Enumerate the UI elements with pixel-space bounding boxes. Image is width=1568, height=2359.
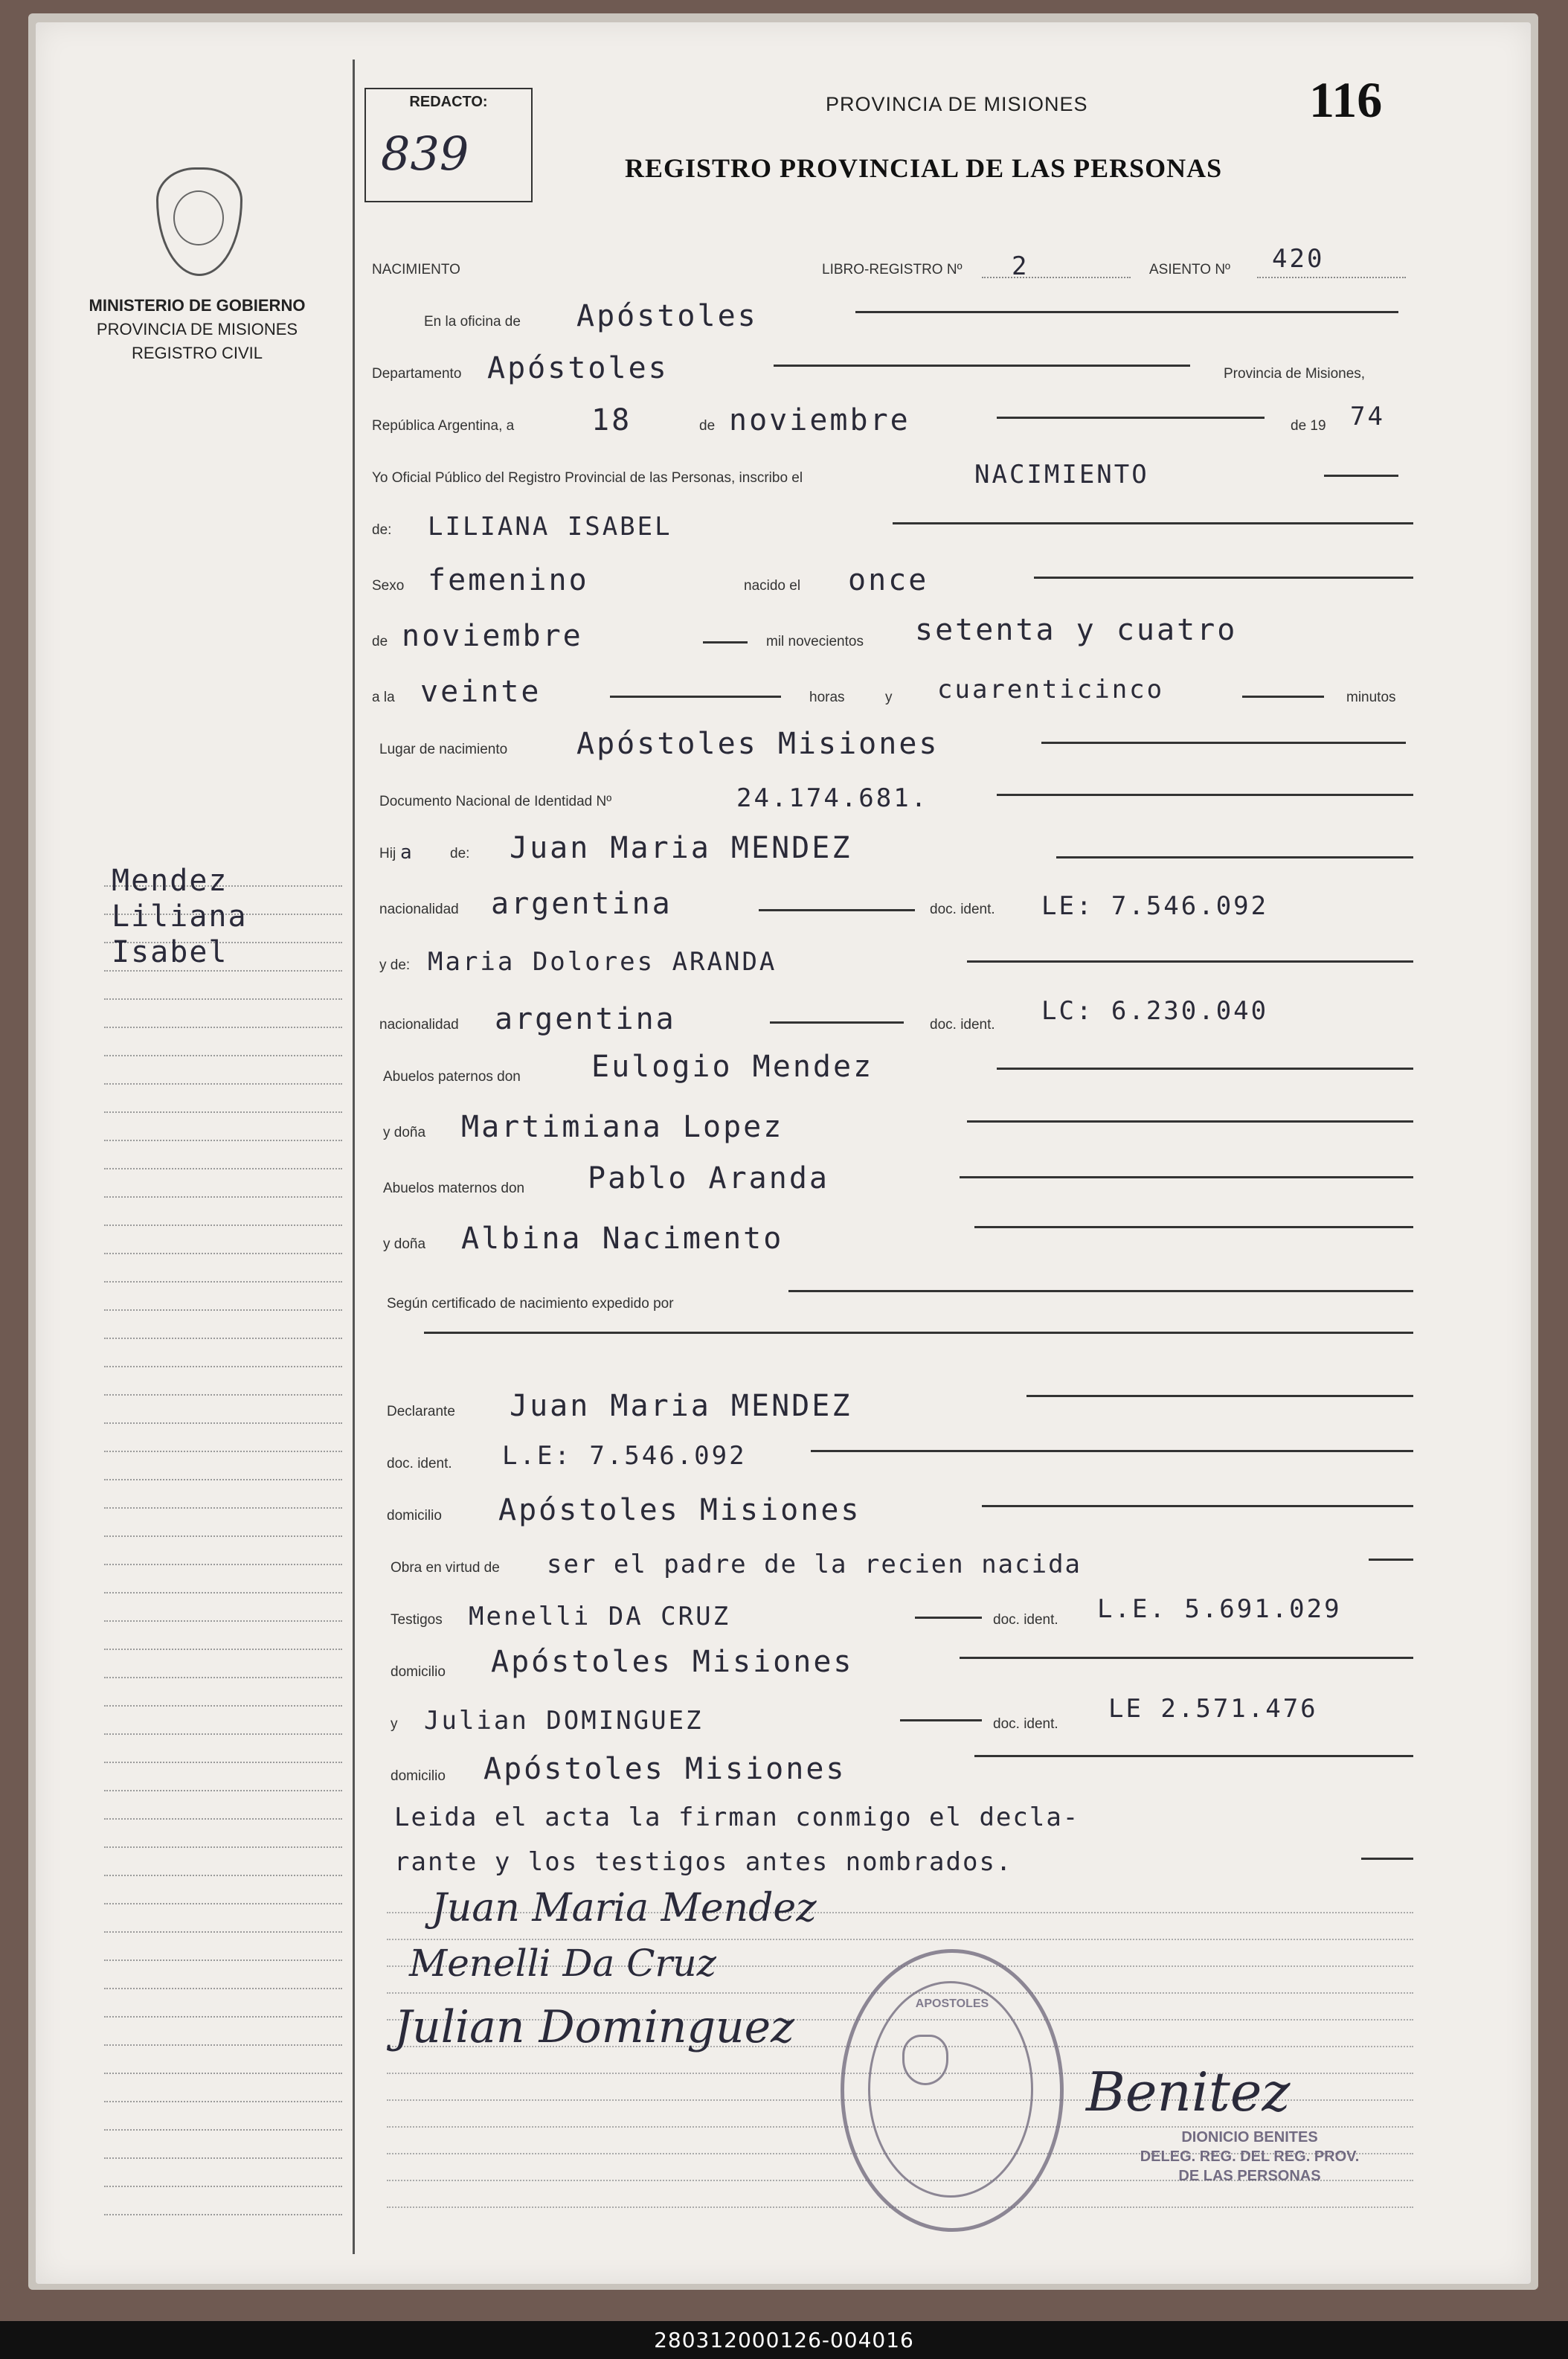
margin-rule-line: [104, 1111, 342, 1113]
margin-rule-line: [104, 2016, 342, 2018]
cierre-line-1: [372, 1789, 1413, 1834]
nacimiento-label: NACIMIENTO: [372, 262, 460, 277]
fill-dash: [997, 1068, 1413, 1070]
anio-value: 74: [1350, 402, 1385, 431]
margin-rule-line: [104, 1846, 342, 1848]
official-line-2: DE LAS PERSONAS: [1178, 2168, 1321, 2184]
doc-ident-label: doc. ident.: [930, 1017, 995, 1033]
doc-ident-label: doc. ident.: [993, 1612, 1058, 1628]
margin-rule-line: [104, 1027, 342, 1028]
margin-rule-line: [104, 1196, 342, 1198]
abuela-paterna-row: [372, 1101, 1413, 1146]
madre-nacionalidad-row: [372, 993, 1413, 1038]
anio-label: de 19: [1291, 418, 1326, 434]
padre-row: [372, 822, 1413, 867]
margin-rule-line: [104, 1338, 342, 1339]
padre-nacionalidad-row: [372, 878, 1413, 922]
margin-rule-line: [104, 1507, 342, 1509]
de-label: de:: [372, 522, 392, 538]
abuelo-paterno: Eulogio Mendez: [591, 1050, 874, 1084]
de-label: de: [372, 634, 388, 649]
fill-dash: [974, 1755, 1413, 1757]
nombre-value: LILIANA ISABEL: [428, 512, 672, 542]
hora-row: [372, 666, 1413, 710]
fill-dash: [982, 1505, 1413, 1507]
dni-value: 24.174.681.: [736, 783, 929, 813]
fill-dash: [788, 1290, 1413, 1292]
oficial-value: NACIMIENTO: [974, 460, 1149, 490]
fill-dash: [1242, 696, 1324, 698]
ministry-registry: REGISTRO CIVIL: [131, 344, 263, 362]
abuelos-maternos-label: Abuelos maternos don: [383, 1181, 525, 1196]
asiento-value: 420: [1272, 244, 1325, 274]
fill-dash: [1361, 1858, 1413, 1860]
fill-dash: [424, 1332, 1413, 1334]
margin-rule-line: [104, 2129, 342, 2131]
departamento-label: Departamento: [372, 366, 462, 382]
margin-rule-line: [104, 1620, 342, 1622]
declarante-doc: L.E: 7.546.092: [502, 1441, 747, 1471]
yde-label: y de:: [379, 957, 411, 973]
declarante-row: [372, 1380, 1413, 1425]
oficial-row: [372, 446, 1413, 491]
fill-dash: [974, 1226, 1413, 1228]
margin-rule-line: [104, 1790, 342, 1791]
image-caption: 280312000126-004016: [0, 2321, 1568, 2359]
fecha-inscripcion-row: [372, 394, 1413, 439]
margin-rule-line: [104, 1083, 342, 1085]
abuelo-materno-row: [372, 1157, 1413, 1201]
registry-title: REGISTRO PROVINCIAL DE LAS PERSONAS: [625, 153, 1223, 183]
ministry-province: PROVINCIA DE MISIONES: [96, 320, 298, 338]
margin-rule-line: [104, 1762, 342, 1763]
margin-note-line: Liliana: [112, 899, 248, 934]
abuelos-paternos-label: Abuelos paternos don: [383, 1069, 521, 1085]
margin-rule-line: [104, 1451, 342, 1452]
page-number: 116: [1309, 71, 1383, 128]
margin-rule-line: [104, 1649, 342, 1650]
minutos-label: minutos: [1346, 690, 1396, 705]
redacto-value: 839: [381, 126, 469, 181]
official-name: DIONICIO BENITES: [1181, 2129, 1318, 2145]
obra-row: [372, 1536, 1413, 1581]
anio2-value: setenta y cuatro: [915, 613, 1238, 647]
testigo1-signature: Menelli Da Cruz: [409, 1942, 716, 1985]
testigo2-row: [372, 1692, 1413, 1737]
oficial-label: Yo Oficial Público del Registro Provincial de las Personas, inscribo el: [372, 470, 803, 486]
nacido-label: nacido el: [744, 578, 801, 594]
y-label: y: [391, 1716, 398, 1732]
declarante-domicilio: Apóstoles Misiones: [498, 1493, 861, 1527]
margin-rule-line: [104, 1705, 342, 1707]
official-name-stamp: [1116, 2128, 1384, 2186]
padre-nacionalidad: argentina: [491, 887, 672, 921]
ministry-name: MINISTERIO DE GOBIERNO: [89, 296, 306, 315]
cierre-line-2: [372, 1834, 1413, 1878]
madre-value: Maria Dolores ARANDA: [428, 947, 777, 977]
mes-value: noviembre: [729, 403, 910, 437]
fill-dash: [900, 1719, 982, 1721]
minutos-value: cuarenticinco: [937, 675, 1165, 705]
abuela-materna: Albina Nacimento: [461, 1222, 784, 1256]
margin-rule-line: [104, 2157, 342, 2159]
margin-rule-line: [104, 1733, 342, 1735]
margin-rule-line: [104, 1677, 342, 1678]
margin-rule-line: [104, 1253, 342, 1254]
margin-rule-line: [104, 2214, 342, 2215]
certificado-row-2: [372, 1317, 1413, 1361]
madre-nacionalidad: argentina: [495, 1002, 676, 1036]
margin-rule-line: [104, 1592, 342, 1593]
nacionalidad-label: nacionalidad: [379, 1017, 459, 1033]
margin-rule-line: [104, 1564, 342, 1565]
de-label: de: [699, 418, 716, 434]
oficina-row: [372, 290, 1413, 335]
departamento-value: Apóstoles: [487, 351, 669, 385]
signature-rule-line: [387, 1939, 1413, 1940]
abuelo-paterno-row: [372, 1045, 1413, 1090]
ydona-label: y doña: [383, 1236, 426, 1252]
provincia-suffix: Provincia de Misiones,: [1224, 366, 1366, 382]
margin-rule-line: [104, 1394, 342, 1396]
departamento-row: [372, 342, 1413, 387]
declarante-value: Juan Maria MENDEZ: [510, 1389, 852, 1423]
abuela-materna-row: [372, 1213, 1413, 1257]
margin-rule-line: [104, 970, 342, 972]
obra-value: ser el padre de la recien nacida: [547, 1550, 1082, 1579]
hijo-label: Hij: [379, 846, 396, 861]
redacto-label: REDACTO:: [409, 94, 488, 110]
round-seal-stamp: [841, 1949, 1064, 2232]
fill-dash: [960, 1657, 1413, 1659]
margin-rule-line: [104, 1055, 342, 1056]
margin-rule-line: [104, 1818, 342, 1820]
y-label: y: [885, 690, 893, 705]
doc-ident-label: doc. ident.: [993, 1716, 1058, 1732]
madre-doc: LC: 6.230.040: [1041, 996, 1269, 1026]
ydona-label: y doña: [383, 1125, 426, 1140]
mes2-value: noviembre: [402, 619, 583, 653]
margin-rule-line: [104, 1875, 342, 1876]
domicilio-label: domicilio: [387, 1508, 442, 1524]
ala-label: a la: [372, 690, 395, 705]
record-header-row: [372, 238, 1413, 283]
hijo-suffix: a: [400, 841, 414, 864]
abuela-paterna: Martimiana Lopez: [461, 1110, 784, 1144]
fill-dash: [759, 909, 915, 911]
testigo1-value: Menelli DA CRUZ: [469, 1602, 731, 1631]
testigo2-domicilio-row: [372, 1745, 1413, 1789]
fill-dash: [1026, 1395, 1413, 1397]
margin-rule-line: [104, 1309, 342, 1311]
fecha-nacimiento-row: [372, 610, 1413, 655]
fill-dash: [1369, 1559, 1413, 1561]
fill-dash: [811, 1450, 1413, 1452]
sexo-row: [372, 554, 1413, 599]
horas-label: horas: [809, 690, 845, 705]
declarante-doc-row: [372, 1432, 1413, 1477]
declarante-domicilio-row: [372, 1484, 1413, 1529]
testigo1-doc: L.E. 5.691.029: [1097, 1594, 1342, 1624]
testigo1-domicilio-row: [372, 1640, 1413, 1685]
domicilio-label: domicilio: [391, 1768, 446, 1784]
testigos-label: Testigos: [391, 1612, 443, 1628]
obra-label: Obra en virtud de: [391, 1560, 500, 1576]
doc-ident-label: doc. ident.: [930, 902, 995, 917]
margin-note-line: Mendez: [112, 864, 228, 898]
dia-value: 18: [591, 403, 632, 437]
dotted-line: [1257, 277, 1406, 278]
dotted-line: [982, 277, 1131, 278]
padre-doc: LE: 7.546.092: [1041, 891, 1269, 921]
margin-rule-line: [104, 1422, 342, 1424]
domicilio-label: domicilio: [391, 1664, 446, 1680]
fill-dash: [1034, 577, 1413, 579]
oficial-signature: Benitez: [1086, 2061, 1291, 2123]
ministry-header: [67, 294, 327, 365]
declarante-label: Declarante: [387, 1404, 455, 1419]
padre-value: Juan Maria MENDEZ: [510, 831, 852, 865]
fill-dash: [997, 794, 1413, 796]
margin-rule-line: [104, 1988, 342, 1989]
fill-dash: [610, 696, 781, 698]
dni-row: [372, 770, 1413, 815]
lugar-row: [372, 718, 1413, 763]
libro-value: 2: [1012, 251, 1029, 281]
lugar-value: Apóstoles Misiones: [576, 727, 939, 761]
oficina-label: En la oficina de: [424, 314, 521, 330]
margin-rule-line: [104, 1140, 342, 1141]
oficina-value: Apóstoles: [576, 299, 758, 333]
fill-dash: [997, 417, 1265, 419]
margin-rule-line: [104, 1535, 342, 1537]
abuelo-materno: Pablo Aranda: [588, 1161, 829, 1195]
margin-rule-line: [104, 1903, 342, 1904]
testigo1-domicilio: Apóstoles Misiones: [491, 1645, 854, 1679]
fill-dash: [1041, 742, 1406, 744]
cierre-text-1: Leida el acta la firman conmigo el decla-: [394, 1803, 1080, 1832]
fill-dash: [893, 522, 1413, 524]
testigo2-doc: LE 2.571.476: [1108, 1694, 1318, 1724]
hijo-de-label: de:: [450, 846, 470, 861]
margin-rule-line: [104, 998, 342, 1000]
certificado-label: Según certificado de nacimiento expedido por: [387, 1296, 674, 1312]
mil-label: mil novecientos: [766, 634, 864, 649]
asiento-label: ASIENTO Nº: [1149, 262, 1230, 277]
fill-dash: [1056, 856, 1413, 858]
testigo1-row: [372, 1588, 1413, 1633]
testigo2-signature: Julian Dominguez: [394, 2001, 794, 2053]
certificado-row: [372, 1272, 1413, 1317]
nacionalidad-label: nacionalidad: [379, 902, 459, 917]
margin-rule-line: [104, 1931, 342, 1933]
fill-dash: [774, 365, 1190, 367]
margin-rule-line: [104, 1960, 342, 1961]
testigo2-domicilio: Apóstoles Misiones: [483, 1752, 846, 1786]
fill-dash: [770, 1021, 904, 1024]
fill-dash: [915, 1617, 982, 1619]
province-title: PROVINCIA DE MISIONES: [826, 93, 1088, 115]
margin-rule-line: [104, 1281, 342, 1283]
fill-dash: [703, 641, 748, 643]
sexo-label: Sexo: [372, 578, 405, 594]
margin-rule-line: [104, 2101, 342, 2102]
testigo2-value: Julian DOMINGUEZ: [424, 1706, 704, 1736]
dni-label: Documento Nacional de Identidad Nº: [379, 794, 612, 809]
republica-label: República Argentina, a: [372, 418, 515, 434]
libro-label: LIBRO-REGISTRO Nº: [822, 262, 963, 277]
margin-rule-line: [104, 2073, 342, 2074]
fill-dash: [855, 311, 1398, 313]
margin-divider: [353, 60, 355, 2254]
doc-ident-label: doc. ident.: [387, 1456, 452, 1471]
margin-rule-line: [104, 1479, 342, 1480]
margin-rule-line: [104, 1366, 342, 1367]
margin-rule-line: [104, 2044, 342, 2046]
madre-row: [372, 934, 1413, 978]
nombre-row: [372, 498, 1413, 543]
cierre-text-2: rante y los testigos antes nombrados.: [394, 1847, 1013, 1877]
official-line-1: DELEG. REG. DEL REG. PROV.: [1140, 2148, 1360, 2165]
redacto-box: [364, 88, 533, 202]
lugar-label: Lugar de nacimiento: [379, 742, 508, 757]
declarante-signature: Juan Maria Mendez: [431, 1886, 817, 1930]
margin-rule-line: [104, 1225, 342, 1226]
margin-rule-line: [104, 1168, 342, 1169]
margin-note-line: Isabel: [112, 935, 228, 969]
fill-dash: [1324, 475, 1398, 477]
stamp-text: APOSTOLES: [915, 1997, 989, 2010]
margin-rule-line: [104, 2186, 342, 2187]
fill-dash: [960, 1176, 1413, 1178]
margin-annotation: [112, 863, 248, 970]
fill-dash: [967, 1120, 1413, 1123]
hora-value: veinte: [420, 675, 542, 709]
nacido-value: once: [848, 563, 929, 597]
fill-dash: [967, 960, 1413, 963]
sexo-value: femenino: [428, 563, 589, 597]
